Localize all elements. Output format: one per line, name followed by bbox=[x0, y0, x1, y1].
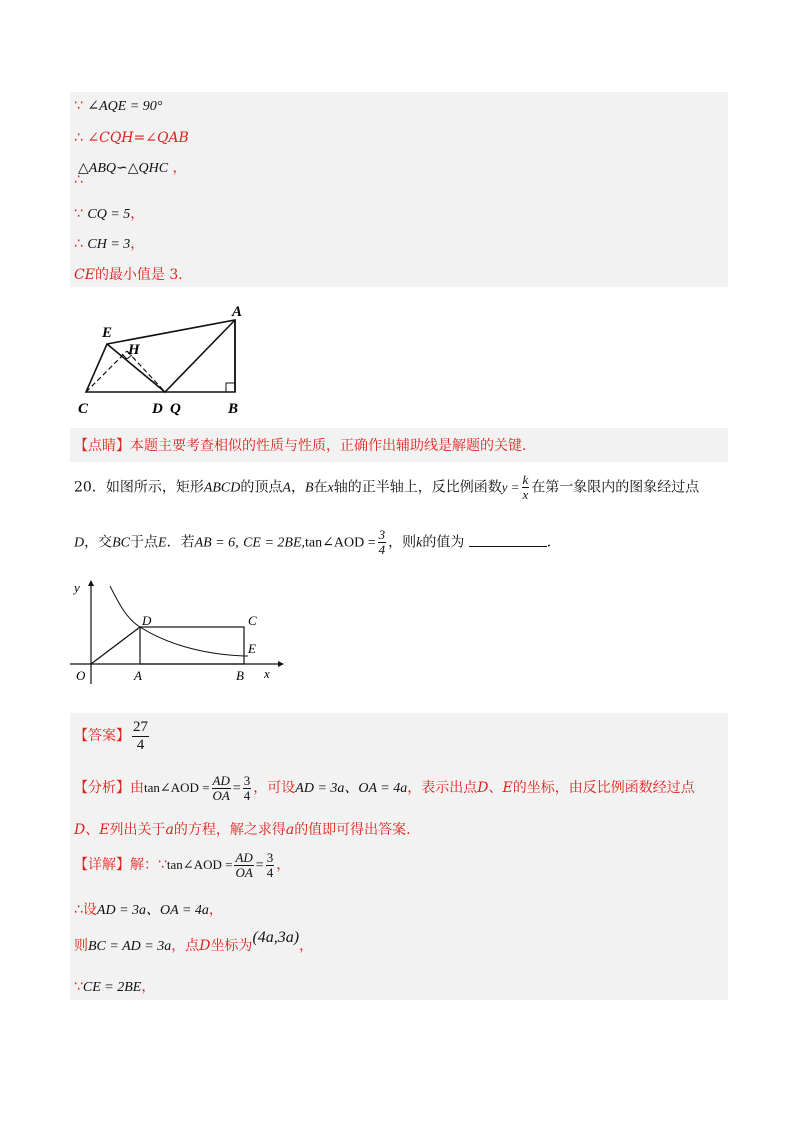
label-Q: Q bbox=[170, 401, 181, 417]
answer-line: 【答案】 $\frac{27}{4}$ bbox=[74, 718, 148, 753]
detail-line-1: 【详解】解：∵tan∠AOD = $\frac{AD}{OA}$ = $\frac{3}{4}$ ， bbox=[74, 849, 291, 880]
label-B: B bbox=[236, 668, 244, 683]
step-line-3-sym: ∴ bbox=[74, 172, 83, 188]
analysis-line-1: 【分析】由tan∠AOD = $\frac{AD}{OA}$ = $\frac{3}{4}$ ，可设AD = 3a、OA = 4a，表示出点D、E的坐标，由反比例函数经过点 bbox=[74, 772, 695, 803]
answer-fraction: $\frac{27}{4}$ bbox=[133, 718, 148, 753]
figure-triangle-svg bbox=[70, 292, 258, 422]
comment-line: 【点睛】本题主要考查相似的性质与性质，正确作出辅助线是解题的关键. bbox=[74, 438, 527, 454]
analysis-line-2: D、E列出关于a的方程，解之求得a的值即可得出答案. bbox=[74, 822, 411, 838]
step-line-6: CE的最小值是 3. bbox=[74, 267, 183, 283]
label-E: E bbox=[102, 325, 113, 341]
question-20-line-2: D，交BC于点E．若AB = 6, CE = 2BE,tan∠AOD = $\frac{3}{4}$ ，则k的值为 ． bbox=[74, 527, 561, 557]
fraction-3-over-4: $\frac{3}{4}$ bbox=[378, 527, 386, 557]
figure-coordinate bbox=[66, 576, 286, 688]
label-C: C bbox=[78, 401, 89, 417]
step-line-4: ∵ CQ = 5， bbox=[74, 206, 145, 222]
label-C: C bbox=[248, 613, 257, 628]
step-line-3: △ABQ∽△QHC ， bbox=[78, 160, 187, 176]
label-y: y bbox=[74, 580, 80, 595]
label-H: H bbox=[128, 342, 140, 358]
question-20-line-1: 20．如图所示，矩形ABCD的顶点A，B在x轴的正半轴上，反比例函数y = $\frac{k}{x}$ 在第一象限内的图象经过点 bbox=[74, 472, 700, 502]
step-line-1: ∵ ∠AQE = 90° bbox=[74, 98, 163, 114]
answer-blank[interactable] bbox=[469, 532, 547, 547]
label-B: B bbox=[228, 401, 239, 417]
label-E: E bbox=[248, 641, 256, 656]
label-D: D bbox=[142, 613, 152, 628]
label-O: O bbox=[76, 668, 86, 683]
detail-line-2: ∴设AD = 3a、OA = 4a， bbox=[74, 902, 223, 918]
fraction-k-over-x: $\frac{k}{x}$ bbox=[522, 472, 529, 502]
label-x: x bbox=[264, 666, 270, 681]
label-A: A bbox=[134, 668, 142, 683]
figure-triangle bbox=[70, 292, 258, 422]
step-line-5: ∴ CH = 3， bbox=[74, 236, 145, 252]
label-A: A bbox=[232, 304, 243, 320]
detail-line-3: 则BC = AD = 3a，点D坐标为(4a,3a)， bbox=[74, 929, 314, 954]
solution-block-top bbox=[70, 92, 728, 287]
detail-line-4: ∵CE = 2BE， bbox=[74, 979, 156, 995]
figure-coordinate-svg bbox=[66, 576, 286, 688]
step-line-2: ∴ ∠CQH=∠QAB bbox=[74, 130, 189, 146]
label-D: D bbox=[152, 401, 163, 417]
